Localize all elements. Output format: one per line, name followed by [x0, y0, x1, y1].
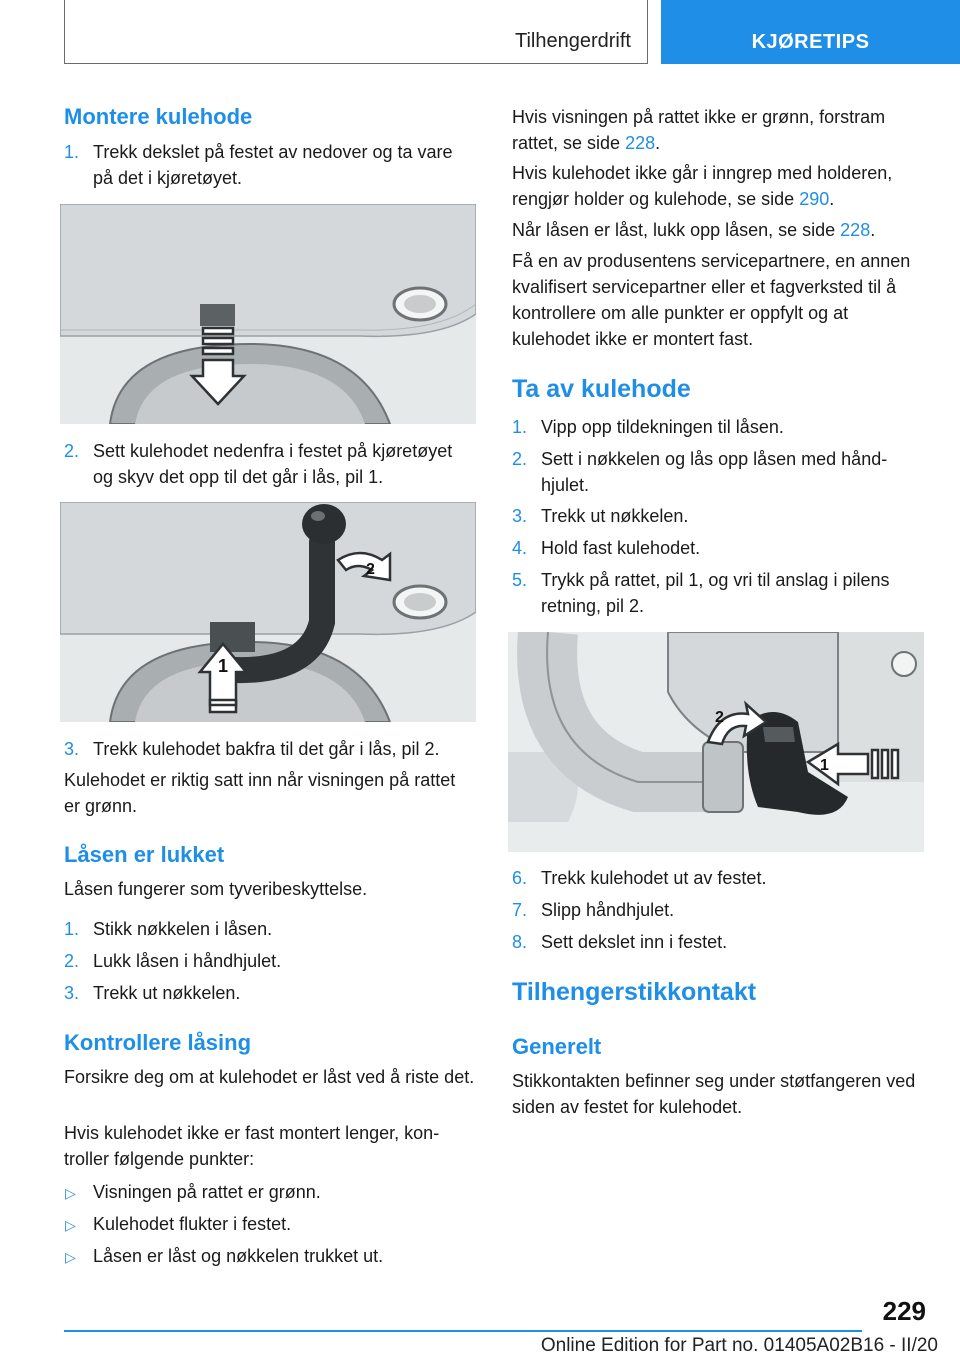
figure-insert-ball-head — [60, 502, 476, 722]
locked-intro: Låsen fungerer som tyveribeskyttelse. — [64, 879, 368, 899]
header-chapter-tab — [661, 0, 960, 64]
step-number: 1. — [64, 142, 80, 162]
remove-step-6 — [512, 865, 924, 891]
mount-step-1 — [64, 139, 476, 191]
step-text: Trekk dekslet på festet av nedover og ta vare på det i kjøretøyet. — [93, 142, 453, 188]
remove-step-4 — [512, 535, 924, 561]
bullet-text: Visningen på rattet er grønn. — [93, 1182, 321, 1202]
step-text: Trekk kulehodet bakfra til det går i lås, pil 2. — [93, 739, 440, 759]
step-text: Trekk kulehodet ut av festet. — [541, 868, 767, 888]
remove-step-2 — [512, 446, 924, 498]
figure-cover-removal — [60, 204, 476, 424]
page-link-228-b[interactable]: 228 — [840, 220, 871, 240]
check-title: Kontrollere låsing — [64, 1030, 252, 1055]
unlock-handwheel-illustration — [508, 632, 924, 852]
mount-note: Kulehodet er riktig satt inn når visningen på rattet er grønn. — [64, 770, 456, 816]
remove-step-8 — [512, 929, 924, 955]
mount-title: Montere kulehode — [64, 104, 253, 129]
step-number: 3. — [64, 983, 80, 1003]
step-number: 8. — [512, 932, 528, 952]
remove-title: Ta av kulehode — [512, 375, 691, 403]
right-paragraph-1: Hvis visningen på rattet ikke er grønn, forstram rattet, se side 228. — [512, 107, 886, 153]
step-text: Stikk nøkkelen i låsen. — [93, 919, 273, 939]
right-paragraph-2: Hvis kulehodet ikke går i inngrep med holderen, rengjør holder og kulehode, se side 290. — [512, 163, 893, 209]
bullet-text: Kulehodet flukter i festet. — [93, 1214, 292, 1234]
figure-label-1: 1 — [218, 656, 229, 676]
step-text: Lukk låsen i håndhjulet. — [93, 951, 282, 971]
step-text: Sett kulehodet nedenfra i festet på kjøretøyet og skyv det opp til det går i lås, pil 1. — [93, 441, 453, 487]
check-bullet-2 — [64, 1211, 476, 1237]
page-number: 229 — [882, 1296, 926, 1326]
right-paragraph-3: Når låsen er låst, lukk opp låsen, se side 228. — [512, 220, 876, 240]
triangle-bullet-icon: ▷ — [65, 1185, 76, 1201]
step-text: Slipp håndhjulet. — [541, 900, 675, 920]
step-number: 2. — [512, 449, 528, 469]
step-text: Hold fast kulehodet. — [541, 538, 701, 558]
step-number: 3. — [512, 506, 528, 526]
step-number: 5. — [512, 570, 528, 590]
step-text: Sett dekslet inn i festet. — [541, 932, 728, 952]
figure-label-1: 1 — [820, 757, 829, 774]
cover-removal-illustration — [60, 204, 476, 424]
mount-step-3 — [64, 736, 476, 762]
general-paragraph: Stikkontakten befinner seg under støtfangeren ved siden av festet for kulehodet. — [512, 1071, 916, 1117]
check-paragraph-2: Hvis kulehodet ikke er fast montert lenger, kontroller følgende punkter: — [64, 1123, 440, 1169]
header-chapter-title: KJØRETIPS — [751, 31, 870, 53]
step-text: Vipp opp tildekningen til låsen. — [541, 417, 784, 437]
page-link-290[interactable]: 290 — [799, 189, 830, 209]
step-number: 1. — [512, 417, 528, 437]
locked-title: Låsen er lukket — [64, 842, 225, 867]
check-paragraph-1: Forsikre deg om at kulehodet er låst ved å riste det. — [64, 1067, 475, 1087]
header-section-box — [64, 0, 648, 64]
insert-ball-head-illustration — [60, 502, 476, 722]
step-number: 3. — [64, 739, 80, 759]
bullet-text: Låsen er låst og nøkkelen trukket ut. — [93, 1246, 384, 1266]
step-number: 1. — [64, 919, 80, 939]
step-text: Trekk ut nøkkelen. — [541, 506, 689, 526]
triangle-bullet-icon: ▷ — [65, 1217, 76, 1233]
header-section-title: Tilhengerdrift — [515, 30, 631, 52]
locked-step-1 — [64, 916, 476, 942]
footer-edition: Online Edition for Part no. 01405A02B16 - II/20 — [540, 1335, 938, 1356]
paragraph-text: Hvis visningen på rattet ikke er grønn, forstram rattet, se side — [512, 107, 886, 153]
general-title: Generelt — [512, 1034, 602, 1059]
page-link-228[interactable]: 228 — [625, 133, 656, 153]
check-bullet-3 — [64, 1243, 476, 1269]
socket-title: Tilhengerstikkontakt — [512, 978, 757, 1006]
locked-step-3 — [64, 980, 476, 1006]
step-text: Sett i nøkkelen og lås opp låsen med håndhjulet. — [541, 449, 888, 495]
paragraph-text: Når låsen er låst, lukk opp låsen, se side — [512, 220, 841, 240]
step-text: Trykk på rattet, pil 1, og vri til anslag i pilens retning, pil 2. — [541, 570, 890, 616]
footer-divider — [64, 1330, 862, 1332]
step-number: 2. — [64, 441, 80, 461]
remove-step-3 — [512, 503, 924, 529]
step-number: 7. — [512, 900, 528, 920]
locked-step-2 — [64, 948, 476, 974]
check-bullet-1 — [64, 1179, 476, 1205]
figure-label-2: 2 — [715, 709, 724, 726]
figure-label-2: 2 — [366, 561, 375, 578]
step-number: 2. — [64, 951, 80, 971]
remove-step-5 — [512, 567, 924, 619]
right-paragraph-4: Få en av produsentens servicepartnere, en annen kvalifisert servicepartner eller et fagverksted til å kontrollere om alle punkter er oppfylt og at kulehodet ikke er montert fast. — [512, 251, 911, 349]
remove-step-1 — [512, 414, 924, 440]
step-number: 4. — [512, 538, 528, 558]
paragraph-text: Hvis kulehodet ikke går i inngrep med holderen, rengjør holder og kulehode, se side — [512, 163, 893, 209]
step-number: 6. — [512, 868, 528, 888]
triangle-bullet-icon: ▷ — [65, 1249, 76, 1265]
mount-step-2 — [64, 438, 476, 490]
step-text: Trekk ut nøkkelen. — [93, 983, 241, 1003]
remove-step-7 — [512, 897, 924, 923]
figure-unlock-handwheel — [508, 632, 924, 852]
